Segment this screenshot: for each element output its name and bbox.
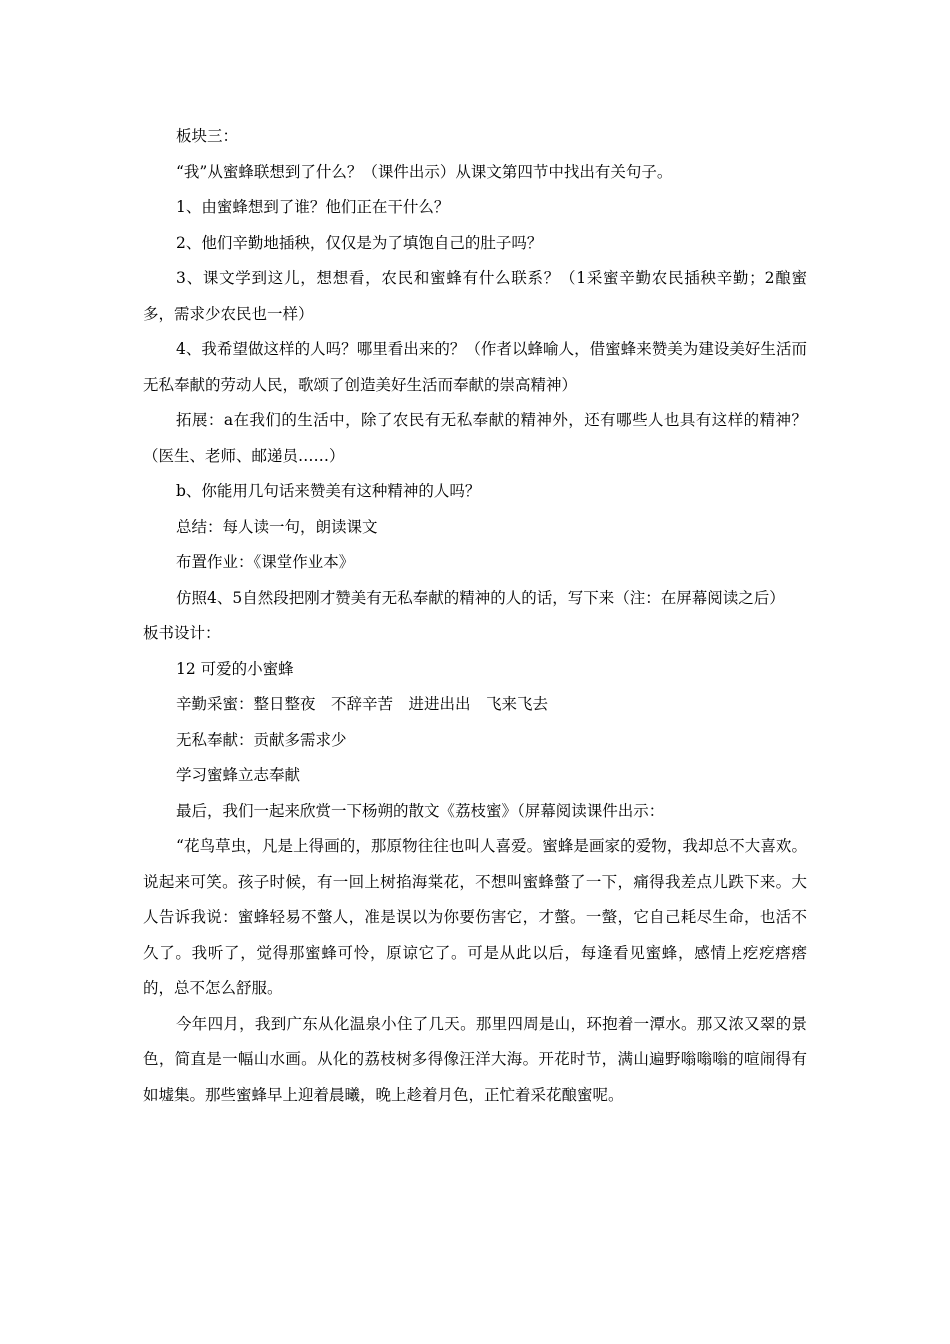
essay-paragraph-2: 今年四月，我到广东从化温泉小住了几天。那里四周是山，环抱着一潭水。那又浓又翠的景色，简直是一幅山水画。从化的荔枝树多得像汪洋大海。开花时节，满山遍野嗡嗡嗡的喧闹得有如墟集。那些蜜蜂早上迎着晨曦，晚上趁着月色，正忙着采花酿蜜呢。	[143, 1014, 807, 1104]
extension-a: 拓展：a在我们的生活中，除了农民有无私奉献的精神外，还有哪些人也具有这样的精神？（医生、老师、邮递员……）	[143, 411, 807, 465]
closing-intro: 最后，我们一起来欣赏一下杨朔的散文《荔枝蜜》（屏幕阅读课件出示：	[176, 801, 665, 820]
document-body	[143, 119, 807, 1113]
question-2: 2、他们辛勤地插秧，仅仅是为了填饱自己的肚子吗？	[176, 233, 543, 252]
question-intro: “我”从蜜蜂联想到了什么？（课件出示）从课文第四节中找出有关句子。	[176, 162, 673, 181]
board-line-3: 学习蜜蜂立志奉献	[176, 766, 301, 784]
board-design-heading: 板书设计：	[143, 624, 221, 642]
board-line-2: 无私奉献：贡献多需求少	[176, 730, 347, 749]
board-line-1: 辛勤采蜜：整日整夜 不辞辛苦 进进出出 飞来飞去	[176, 695, 549, 713]
question-1: 1、由蜜蜂想到了谁？他们正在干什么？	[176, 198, 450, 216]
imitation-task: 仿照4、5自然段把刚才赞美有无私奉献的精神的人的话，写下来（注：在屏幕阅读之后）	[176, 588, 785, 607]
section-heading: 板块三：	[176, 127, 239, 145]
essay-paragraph-1: “花鸟草虫，凡是上得画的，那原物往往也叫人喜爱。蜜蜂是画家的爱物，我却总不大喜欢。说起来可笑。孩子时候，有一回上树掐海棠花，不想叫蜜蜂螫了一下，痛得我差点儿跌下来。大人告诉我说：蜜蜂轻易不螫人，准是误以为你要伤害它，才螫。一螫，它自己耗尽生命，也活不久了。我听了，觉得那蜜蜂可怜，原谅它了。可是从此以后，每逢看见蜜蜂，感情上疙疙瘩瘩的，总不怎么舒服。	[143, 837, 807, 997]
question-4: 4、我希望做这样的人吗？哪里看出来的？（作者以蜂喻人，借蜜蜂来赞美为建设美好生活而无私奉献的劳动人民，歌颂了创造美好生活而奉献的崇高精神）	[143, 340, 807, 394]
extension-b: b、你能用几句话来赞美有这种精神的人吗？	[176, 482, 481, 500]
question-3: 3、课文学到这儿，想想看，农民和蜜蜂有什么联系？（1采蜜辛勤农民插秧辛勤；2酿蜜多，需求少农民也一样）	[143, 269, 807, 323]
board-title: 12 可爱的小蜜蜂	[176, 659, 294, 678]
homework: 布置作业：《课堂作业本》	[176, 553, 355, 571]
summary: 总结：每人读一句，朗读课文	[176, 517, 378, 536]
